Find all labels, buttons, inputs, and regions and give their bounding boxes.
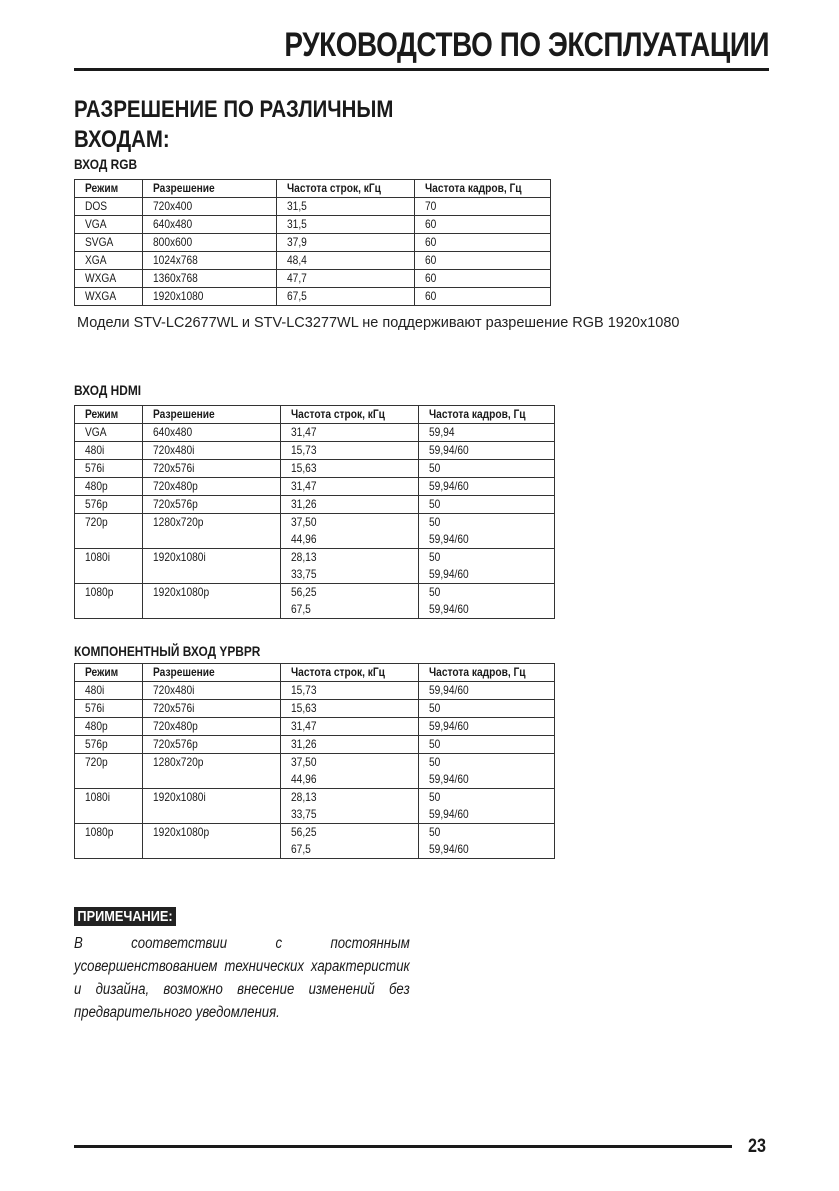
cell-value: 47,7 (287, 271, 307, 285)
cell-value: 50 (429, 461, 441, 475)
table-cell (419, 531, 555, 549)
rgb-heading: ВХОД RGB (74, 156, 138, 172)
table-cell (143, 549, 281, 567)
column-header (143, 664, 281, 682)
cell-value: 720x480p (153, 479, 198, 493)
cell-value: 59,94/60 (429, 443, 469, 457)
table-cell (419, 824, 555, 842)
table-cell (75, 442, 143, 460)
column-header (419, 664, 555, 682)
cell-value: 48,4 (287, 253, 307, 267)
table-cell (75, 460, 143, 478)
table-row (75, 736, 555, 754)
table-cell (75, 771, 143, 789)
cell-value: 59,94/60 (429, 602, 469, 616)
table-row (75, 549, 555, 567)
column-header (281, 664, 419, 682)
column-header-label: Частота строк, кГц (287, 181, 381, 195)
table-cell (75, 700, 143, 718)
table-cell (419, 460, 555, 478)
table-row (75, 700, 555, 718)
table-cell (143, 514, 281, 532)
table-cell (143, 700, 281, 718)
table-cell (281, 514, 419, 532)
table-row (75, 754, 555, 772)
cell-value: 50 (429, 755, 441, 769)
column-header-label: Частота строк, кГц (291, 407, 385, 421)
hdmi-heading: ВХОД HDMI (74, 382, 142, 398)
table-row (75, 252, 551, 270)
table-cell (143, 824, 281, 842)
table-cell (415, 198, 551, 216)
cell-value: 720x576i (153, 461, 195, 475)
cell-value: 60 (425, 253, 437, 267)
cell-value: 576p (85, 737, 108, 751)
table-row (75, 824, 555, 842)
table-cell (281, 566, 419, 584)
cell-value: 67,5 (287, 289, 307, 303)
table-cell (419, 478, 555, 496)
table-cell (143, 460, 281, 478)
table-row (75, 288, 551, 306)
table-cell (75, 234, 143, 252)
table-row (75, 442, 555, 460)
table-row (75, 584, 555, 602)
cell-value: 31,47 (291, 479, 317, 493)
cell-value: 37,50 (291, 755, 317, 769)
table-row (75, 198, 551, 216)
table-cell (281, 682, 419, 700)
cell-value: VGA (85, 425, 107, 439)
table-cell (143, 682, 281, 700)
table-row (75, 682, 555, 700)
table-cell (415, 288, 551, 306)
cell-value: 480p (85, 479, 108, 493)
cell-value: 59,94/60 (429, 807, 469, 821)
cell-value: 70 (425, 199, 437, 213)
table-cell (143, 736, 281, 754)
cell-value: 59,94 (429, 425, 455, 439)
cell-value: 1920x1080i (153, 790, 206, 804)
column-header-label: Режим (85, 665, 119, 679)
cell-value: 15,63 (291, 701, 317, 715)
cell-value: 1360x768 (153, 271, 198, 285)
table-cell (75, 549, 143, 567)
column-header-label: Разрешение (153, 181, 215, 195)
ypbpr-heading: КОМПОНЕНТНЫЙ ВХОД YPBPR (74, 643, 261, 659)
table-cell (419, 789, 555, 807)
table-cell (143, 566, 281, 584)
cell-value: 720x576p (153, 737, 198, 751)
cell-value: 37,50 (291, 515, 317, 529)
table-row (75, 270, 551, 288)
cell-value: 50 (429, 515, 441, 529)
page-header-title: РУКОВОДСТВО ПО ЭКСПЛУАТАЦИИ (284, 26, 769, 64)
column-header-label: Частота кадров, Гц (429, 665, 526, 679)
cell-value: 33,75 (291, 807, 317, 821)
cell-value: 31,26 (291, 737, 317, 751)
section-title-line1: РАЗРЕШЕНИЕ ПО РАЗЛИЧНЫМ (74, 96, 394, 123)
column-header-label: Режим (85, 181, 119, 195)
table-cell (419, 754, 555, 772)
table-cell (281, 496, 419, 514)
cell-value: 60 (425, 235, 437, 249)
table-cell (281, 700, 419, 718)
table-cell (281, 460, 419, 478)
table-cell (143, 270, 277, 288)
table-row (75, 789, 555, 807)
table-cell (419, 736, 555, 754)
table-cell (281, 736, 419, 754)
table-cell (75, 841, 143, 859)
cell-value: 50 (429, 550, 441, 564)
cell-value: 720x480p (153, 719, 198, 733)
table-cell (419, 682, 555, 700)
table-cell (277, 288, 415, 306)
table-cell (143, 288, 277, 306)
column-header (143, 406, 281, 424)
footer-divider (74, 1145, 732, 1148)
table-cell (281, 549, 419, 567)
table-cell (75, 789, 143, 807)
table-header-row (75, 406, 555, 424)
cell-value: 50 (429, 737, 441, 751)
table-cell (281, 841, 419, 859)
cell-value: 50 (429, 585, 441, 599)
table-cell (143, 771, 281, 789)
column-header (281, 406, 419, 424)
cell-value: XGA (85, 253, 107, 267)
table-cell (419, 566, 555, 584)
table-cell (143, 216, 277, 234)
cell-value: 720x400 (153, 199, 193, 213)
table-row (75, 234, 551, 252)
table-cell (281, 718, 419, 736)
table-cell (277, 270, 415, 288)
table-row (75, 496, 555, 514)
column-header (143, 180, 277, 198)
table-row (75, 841, 555, 859)
table-row (75, 806, 555, 824)
table-cell (75, 584, 143, 602)
table-cell (143, 806, 281, 824)
cell-value: 1920x1080i (153, 550, 206, 564)
table-cell (143, 234, 277, 252)
column-header (75, 664, 143, 682)
cell-value: 1080i (85, 550, 110, 564)
cell-value: 31,5 (287, 199, 307, 213)
table-cell (415, 234, 551, 252)
cell-value: 1920x1080p (153, 585, 210, 599)
cell-value: 59,94/60 (429, 567, 469, 581)
cell-value: 720x576p (153, 497, 198, 511)
table-cell (75, 270, 143, 288)
cell-value: 50 (429, 497, 441, 511)
table-cell (75, 216, 143, 234)
cell-value: 31,47 (291, 425, 317, 439)
table-cell (281, 442, 419, 460)
cell-value: 60 (425, 289, 437, 303)
header-divider (74, 68, 769, 71)
table-cell (143, 252, 277, 270)
cell-value: 640x480 (153, 425, 193, 439)
table-row (75, 514, 555, 532)
cell-value: 720x576i (153, 701, 195, 715)
table-header-row (75, 180, 551, 198)
table-cell (75, 682, 143, 700)
cell-value: WXGA (85, 289, 117, 303)
table-cell (75, 601, 143, 619)
table-cell (75, 496, 143, 514)
table-cell (419, 424, 555, 442)
table-cell (143, 841, 281, 859)
column-header-label: Режим (85, 407, 119, 421)
cell-value: 31,5 (287, 217, 307, 231)
table-cell (75, 531, 143, 549)
table-cell (419, 601, 555, 619)
table-row (75, 531, 555, 549)
cell-value: 576i (85, 701, 105, 715)
table-row (75, 460, 555, 478)
cell-value: 1080i (85, 790, 110, 804)
table-cell (281, 601, 419, 619)
cell-value: 1080p (85, 825, 114, 839)
table-row (75, 478, 555, 496)
table-cell (281, 754, 419, 772)
table-cell (143, 478, 281, 496)
cell-value: 50 (429, 701, 441, 715)
table-row (75, 771, 555, 789)
table-cell (143, 718, 281, 736)
cell-value: 1920x1080 (153, 289, 204, 303)
column-header (419, 406, 555, 424)
table-header-row (75, 664, 555, 682)
cell-value: 1280x720p (153, 515, 204, 529)
table-cell (143, 789, 281, 807)
cell-value: 640x480 (153, 217, 193, 231)
table-cell (143, 601, 281, 619)
cell-value: 720x480i (153, 443, 195, 457)
cell-value: 480p (85, 719, 108, 733)
table-cell (419, 841, 555, 859)
table-cell (415, 216, 551, 234)
column-header-label: Разрешение (153, 665, 215, 679)
cell-value: 1920x1080p (153, 825, 210, 839)
table-cell (75, 424, 143, 442)
table-cell (281, 771, 419, 789)
table-cell (75, 824, 143, 842)
cell-value: WXGA (85, 271, 117, 285)
cell-value: 576i (85, 461, 105, 475)
table-cell (75, 736, 143, 754)
column-header (277, 180, 415, 198)
table-cell (281, 806, 419, 824)
cell-value: 44,96 (291, 772, 317, 786)
cell-value: 800x600 (153, 235, 193, 249)
cell-value: 1024x768 (153, 253, 198, 267)
cell-value: 576p (85, 497, 108, 511)
cell-value: VGA (85, 217, 107, 231)
cell-value: 59,94/60 (429, 532, 469, 546)
cell-value: 720x480i (153, 683, 195, 697)
table-cell (143, 424, 281, 442)
cell-value: 720p (85, 515, 108, 529)
column-header (415, 180, 551, 198)
table-cell (143, 198, 277, 216)
table-cell (277, 216, 415, 234)
cell-value: 720p (85, 755, 108, 769)
table-cell (277, 198, 415, 216)
cell-value: 37,9 (287, 235, 307, 249)
cell-value: 67,5 (291, 842, 311, 856)
table-cell (75, 252, 143, 270)
cell-value: 31,47 (291, 719, 317, 733)
table-cell (419, 718, 555, 736)
table-cell (75, 198, 143, 216)
ypbpr-table (74, 663, 555, 859)
table-cell (419, 496, 555, 514)
cell-value: 15,63 (291, 461, 317, 475)
cell-value: 15,73 (291, 443, 317, 457)
column-header (75, 406, 143, 424)
column-header-label: Частота кадров, Гц (429, 407, 526, 421)
column-header (75, 180, 143, 198)
cell-value: DOS (85, 199, 108, 213)
table-row (75, 216, 551, 234)
table-cell (143, 496, 281, 514)
rgb-note: Модели STV-LC2677WL и STV-LC3277WL не поддерживают разрешение RGB 1920x1080 (77, 315, 680, 331)
table-cell (75, 478, 143, 496)
cell-value: SVGA (85, 235, 114, 249)
table-row (75, 566, 555, 584)
cell-value: 60 (425, 271, 437, 285)
table-cell (143, 531, 281, 549)
cell-value: 480i (85, 443, 105, 457)
hdmi-table (74, 405, 555, 619)
table-cell (415, 252, 551, 270)
table-cell (419, 771, 555, 789)
column-header-label: Частота строк, кГц (291, 665, 385, 679)
table-cell (75, 288, 143, 306)
column-header-label: Частота кадров, Гц (425, 181, 522, 195)
table-cell (281, 478, 419, 496)
table-cell (281, 824, 419, 842)
cell-value: 50 (429, 790, 441, 804)
table-row (75, 718, 555, 736)
cell-value: 56,25 (291, 825, 317, 839)
note-text: В соответствии с постоянным усовершенствованием технических характеристик и дизайна, возможно внесение изменений без предварительного уведомления. (74, 935, 410, 1021)
table-row (75, 601, 555, 619)
cell-value: 59,94/60 (429, 479, 469, 493)
cell-value: 59,94/60 (429, 719, 469, 733)
cell-value: 44,96 (291, 532, 317, 546)
cell-value: 59,94/60 (429, 842, 469, 856)
cell-value: 28,13 (291, 550, 317, 564)
cell-value: 59,94/60 (429, 683, 469, 697)
cell-value: 1280x720p (153, 755, 204, 769)
table-cell (419, 584, 555, 602)
table-cell (419, 514, 555, 532)
table-cell (143, 584, 281, 602)
table-cell (281, 424, 419, 442)
table-cell (143, 754, 281, 772)
table-cell (143, 442, 281, 460)
cell-value: 15,73 (291, 683, 317, 697)
table-cell (415, 270, 551, 288)
table-cell (75, 514, 143, 532)
table-cell (75, 566, 143, 584)
table-cell (419, 442, 555, 460)
cell-value: 28,13 (291, 790, 317, 804)
table-cell (419, 700, 555, 718)
cell-value: 59,94/60 (429, 772, 469, 786)
table-cell (277, 234, 415, 252)
table-row (75, 424, 555, 442)
cell-value: 60 (425, 217, 437, 231)
page-number: 23 (748, 1136, 766, 1157)
cell-value: 50 (429, 825, 441, 839)
cell-value: 480i (85, 683, 105, 697)
table-cell (75, 754, 143, 772)
cell-value: 67,5 (291, 602, 311, 616)
table-cell (281, 531, 419, 549)
cell-value: 1080p (85, 585, 114, 599)
table-cell (419, 549, 555, 567)
column-header-label: Разрешение (153, 407, 215, 421)
note-label: ПРИМЕЧАНИЕ: (74, 907, 176, 926)
cell-value: 31,26 (291, 497, 317, 511)
cell-value: 33,75 (291, 567, 317, 581)
table-cell (75, 806, 143, 824)
rgb-table (74, 179, 551, 306)
cell-value: 56,25 (291, 585, 317, 599)
table-cell (419, 806, 555, 824)
table-cell (277, 252, 415, 270)
table-cell (281, 584, 419, 602)
table-cell (75, 718, 143, 736)
table-cell (281, 789, 419, 807)
section-title (74, 95, 393, 155)
section-title-line2: ВХОДАМ: (74, 126, 170, 153)
